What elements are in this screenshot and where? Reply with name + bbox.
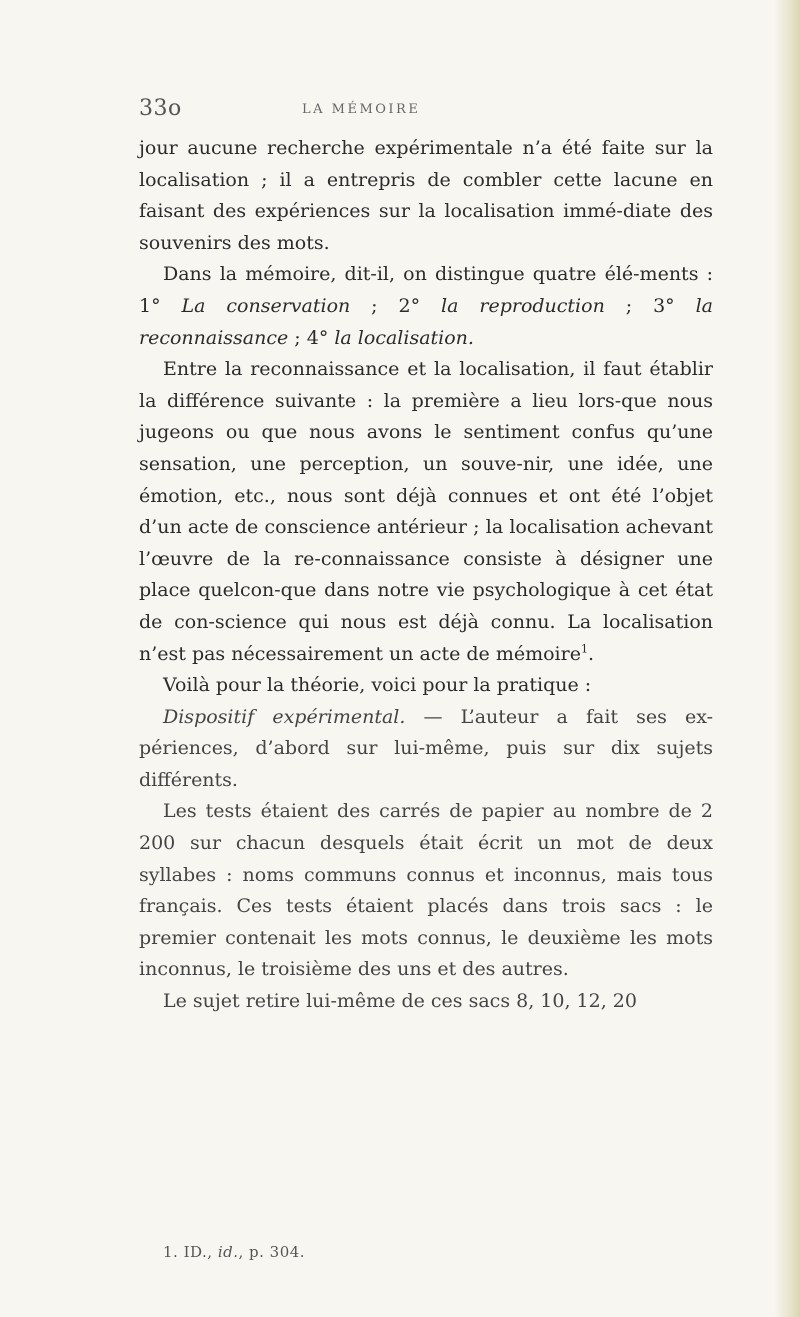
paragraph-6: Les tests étaient des carrés de papier au nombre de 2 200 sur chacun desquels était écrit un mot de deux syllabes : noms communs connus et inconnus, mais tous français. Ces tests étaient placés dans trois sacs : le premier contenait les mots connus, le deuxième les mots inconnus, le troisième des uns et des autres. <box>139 800 713 981</box>
footnote: 1. ID., id., p. 304. <box>163 1243 306 1261</box>
paragraph-5: Dispositif expérimental. — L’auteur a fait ses ex-périences, d’abord sur lui-même, puis sur dix sujets différents. <box>139 705 713 791</box>
paragraph-1: jour aucune recherche expérimentale n’a été faite sur la localisation ; il a entrepris de combler cette lacune en faisant des expériences sur la localisation immé-diate des souvenirs des mots. <box>139 137 713 254</box>
paragraph-2: Dans la mémoire, dit-il, on distingue quatre élé-ments : 1° La conservation ; 2° la reproduction ; 3° la reconnaissance ; 4° la localisation. <box>139 263 713 349</box>
page-number: 33o <box>139 96 182 121</box>
page-header <box>139 88 709 128</box>
paragraph-4: Voilà pour la théorie, voici pour la pratique : <box>163 674 592 697</box>
running-head: LA MÉMOIRE <box>302 102 421 117</box>
footnote-number: 1. <box>163 1243 179 1261</box>
paragraph-3: Entre la reconnaissance et la localisation, il faut établir la différence suivante : la première a lieu lors-que nous jugeons ou que nous avons le sentiment confus qu’une sensation, une perception, un souve-nir, une idée, une émotion, etc., nous sont déjà connues et ont été l’objet d’un acte de conscience antérieur ; la localisation achevant l’œuvre de la re-connaissance consiste à désigner une place quelcon-que dans notre vie psychologique à cet état de con-science qui nous est déjà connu. La localisation n’est pas nécessairement un acte de mémoire$^1$. <box>139 358 713 665</box>
paragraph-7: Le sujet retire lui-même de ces sacs 8, 10, 12, 20 <box>163 990 637 1013</box>
page-edge-shadow <box>774 0 800 1317</box>
body-text <box>139 133 713 1018</box>
footnote-ref: 1 <box>580 642 588 656</box>
